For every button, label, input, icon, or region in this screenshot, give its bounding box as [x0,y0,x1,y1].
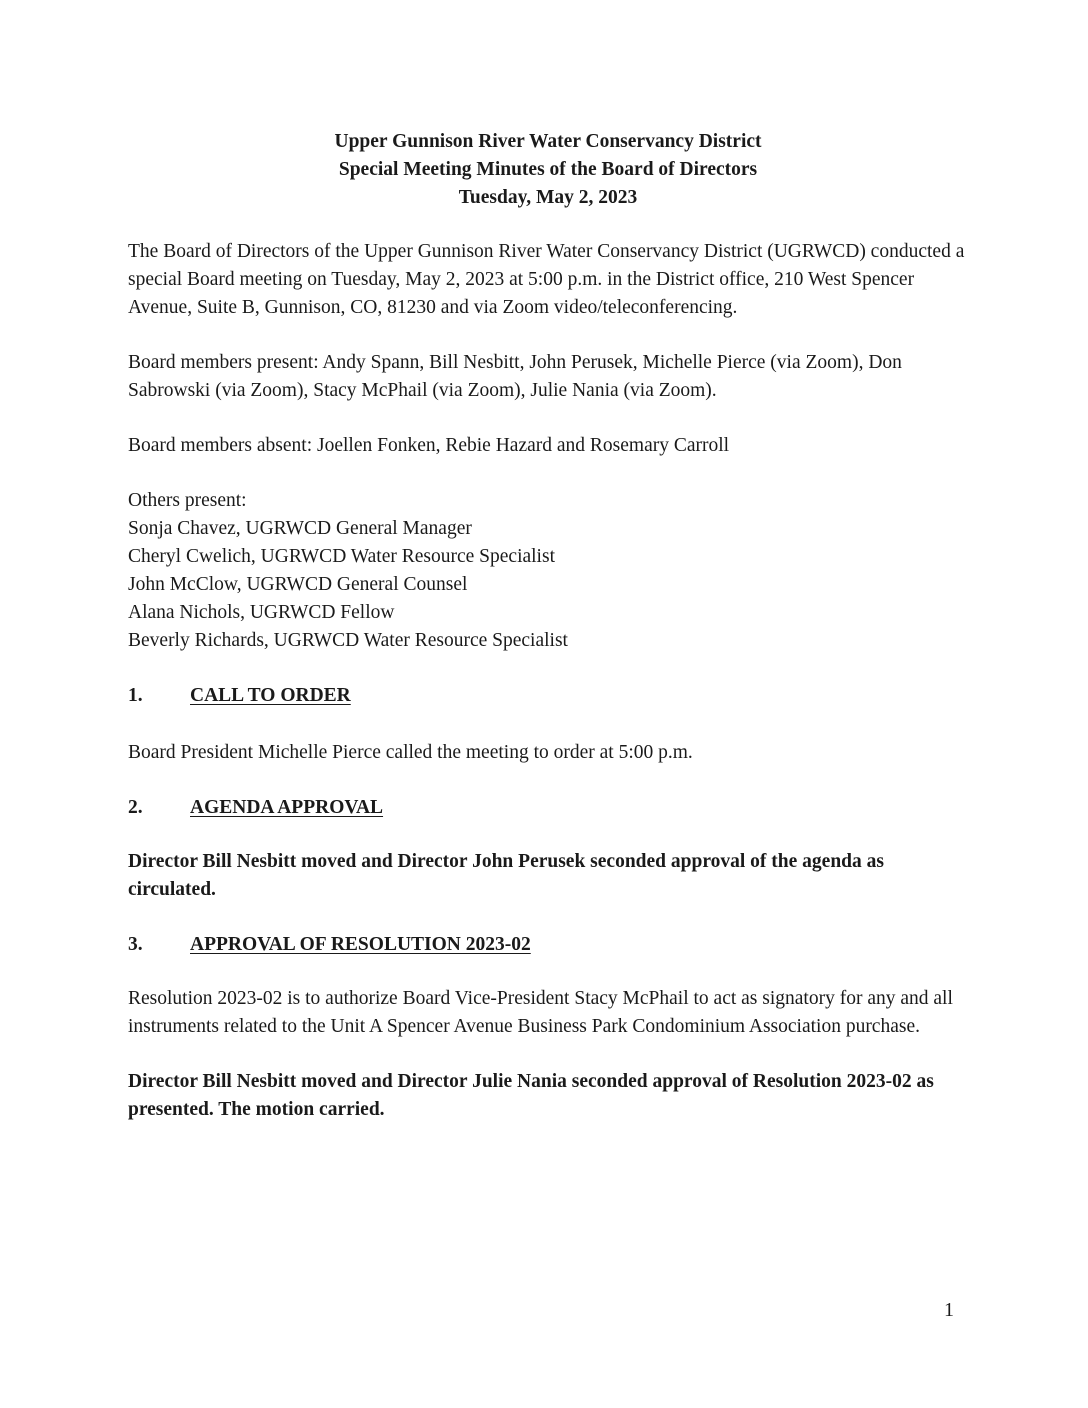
document-header [128,128,968,212]
others-present-label: Others present: [128,490,247,511]
section-heading-resolution [128,931,968,959]
section-number: 2. [128,797,143,818]
others-present-item: Cheryl Cwelich, UGRWCD Water Resource Specialist [128,546,555,567]
board-members-absent: Board members absent: Joellen Fonken, Rebie Hazard and Rosemary Carroll [128,435,730,456]
call-to-order-paragraph: Board President Michelle Pierce called the meeting to order at 5:00 p.m. [128,742,693,763]
meeting-date: Tuesday, May 2, 2023 [458,187,638,208]
intro-paragraph: The Board of Directors of the Upper Gunnison River Water Conservancy District (UGRWCD) conducted a special Board meeting on Tuesday, May 2, 2023 at 5:00 p.m. in the District office, 210 West Spencer Avenue, Suite B, Gunnison, CO, 81230 and via Zoom video/teleconferencing. [128,241,965,318]
resolution-description: Resolution 2023-02 is to authorize Board Vice-President Stacy McPhail to act as signatory for any and all instruments related to the Unit A Spencer Avenue Business Park Condominium Association purchase. [128,988,953,1037]
section-title: APPROVAL OF RESOLUTION 2023-02 [190,934,531,955]
section-heading-agenda-approval [128,794,968,822]
section-number: 1. [128,685,143,706]
section-number: 3. [128,934,143,955]
others-present-item: Alana Nichols, UGRWCD Fellow [128,602,395,623]
others-present-item: Sonja Chavez, UGRWCD General Manager [128,518,472,539]
others-present [128,487,968,655]
page-number: 1 [944,1299,954,1321]
section-heading-call-to-order [128,682,968,710]
resolution-motion: Director Bill Nesbitt moved and Director Julie Nania seconded approval of Resolution 2023-02 as presented. The motion carried. [128,1071,934,1120]
section-title: AGENDA APPROVAL [190,797,384,818]
section-title: CALL TO ORDER [190,685,351,706]
district-name: Upper Gunnison River Water Conservancy District [334,131,762,152]
document-page [128,128,968,1124]
others-present-item: John McClow, UGRWCD General Counsel [128,574,468,595]
others-present-item: Beverly Richards, UGRWCD Water Resource Specialist [128,630,568,651]
board-members-present: Board members present: Andy Spann, Bill Nesbitt, John Perusek, Michelle Pierce (via Zoom), Don Sabrowski (via Zoom), Stacy McPhail (via Zoom), Julie Nania (via Zoom). [128,352,902,401]
agenda-approval-motion: Director Bill Nesbitt moved and Director John Perusek seconded approval of the agenda as circulated. [128,851,884,900]
document-title: Special Meeting Minutes of the Board of Directors [338,159,758,180]
